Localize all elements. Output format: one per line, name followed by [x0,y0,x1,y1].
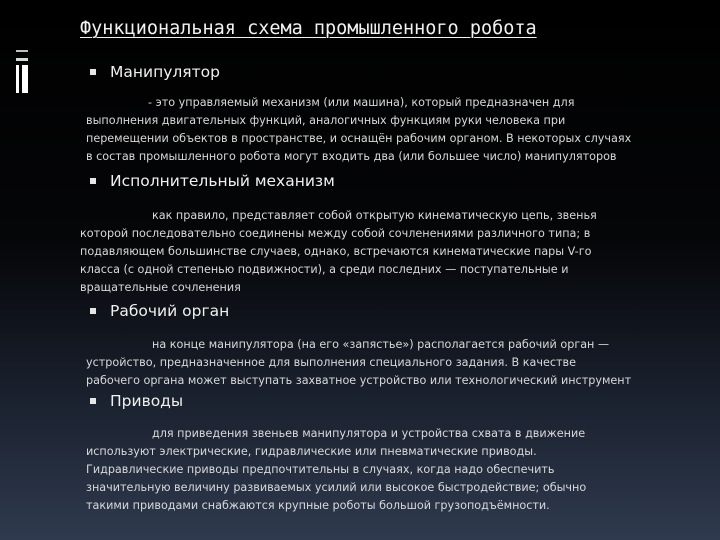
section-body-actuator [80,207,597,297]
stripe [16,50,28,52]
body-line: значительную величину развиваемых усилий или высокое быстродействие; обычно [86,481,587,494]
section-body-manipulator [86,94,631,166]
section-heading-label: Рабочий орган [110,302,230,320]
body-line: рабочего органа может выступать захватное устройство или технологический инструмент [86,374,632,387]
stripe [22,65,28,93]
body-line: используют электрические, гидравлические или пневматические приводы. [86,445,537,458]
slide-title: Функциональная схема промышленного робота [80,18,537,39]
body-line: как правило, представляет собой открытую кинематическую цепь, звенья [152,209,597,222]
body-line: такими приводами снабжаются крупные роботы большой грузоподъёмности. [86,499,550,512]
body-line: - это управляемый механизм (или машина), который предназначен для [148,96,575,109]
body-line: Гидравлические приводы предпочтительны в случаях, когда надо обеспечить [86,463,555,476]
section-heading-label: Исполнительный механизм [110,172,335,190]
body-line: которой последовательно соединены между собой сочленениями различного типа; в [80,227,591,240]
section-body-drives [86,425,586,515]
bullet-icon [90,69,96,75]
body-line: перемещении объектов в пространстве, и оснащён рабочим органом. В некоторых случаях [86,132,632,145]
section-heading-manipulator [90,63,220,81]
body-line: вращательные сочленения [80,281,241,294]
body-line: выполнения двигательных функций, аналогичных функциям руки человека при [86,114,566,127]
bullet-icon [90,178,96,184]
section-heading-drives [90,392,183,410]
bullet-icon [90,308,96,314]
bullet-icon [90,398,96,404]
body-line: на конце манипулятора (на его «запястье») располагается рабочий орган — [152,338,610,351]
section-heading-label: Приводы [110,392,184,410]
section-heading-end-effector [90,302,229,320]
section-heading-actuator [90,172,335,190]
section-body-end-effector [86,336,631,390]
section-heading-label: Манипулятор [110,63,220,81]
body-line: для приведения звеньев манипулятора и устройства схвата в движение [152,427,586,440]
body-line: устройство, предназначенное для выполнения специального задания. В качестве [86,356,577,369]
body-line: в состав промышленного робота могут входить два (или большее число) манипуляторов [86,150,617,163]
body-line: подавляющем большинстве случаев, однако, встречаются кинематические пары V-го [80,245,592,258]
stripe [16,58,28,61]
body-line: класса (с одной степенью подвижности), а среди последних — поступательные и [80,263,569,276]
stripe [16,65,19,93]
